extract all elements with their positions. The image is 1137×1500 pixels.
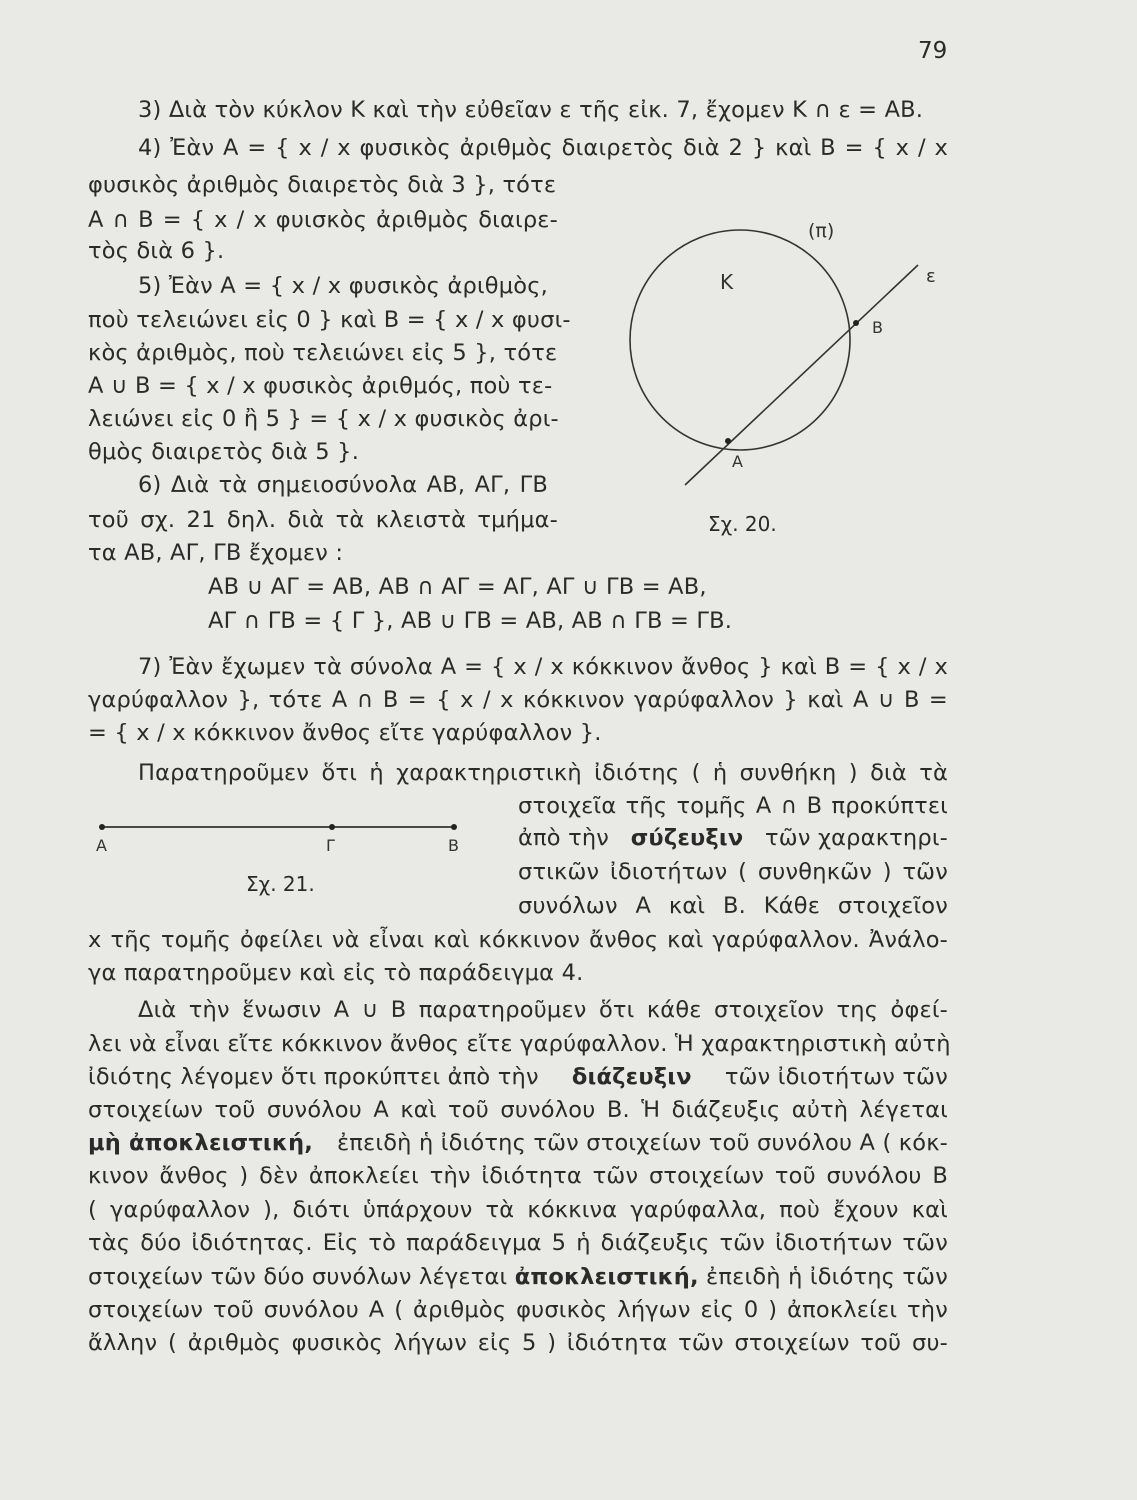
text-line: στοιχείων τοῦ συνόλου Α ( ἀριθμὸς φυσικὸς λήγων εἰς 0 ) ἀποκλείει τὴν [88,1297,948,1323]
text-line: 5) Ἐὰν Α = { x / x φυσικὸς ἀριθμὸς, [138,273,548,299]
formula-line: ΑΒ ∪ ΑΓ = ΑΒ, ΑΒ ∩ ΑΓ = ΑΓ, ΑΓ ∪ ΓΒ = ΑΒ, [208,574,707,600]
text-line: ἄλλην ( ἀριθμὸς φυσικὸς λήγων εἰς 5 ) ἰδιότητα τῶν στοιχείων τοῦ συ- [88,1330,948,1356]
text-fragment: ἐπειδὴ ἡ ἰδιότης τῶν στοιχείων τοῦ συνόλου Α ( κόκ- [336,1130,948,1156]
point-b [451,824,457,830]
text-line [88,1062,948,1092]
text-fragment: ἀπὸ τὴν [518,825,610,851]
text-line [88,1128,948,1158]
text-line: κὸς ἀριθμὸς, ποὺ τελειώνει εἰς 5 }, τότε [88,340,558,366]
text-line: x τῆς τομῆς ὀφείλει νὰ εἶναι καὶ κόκκινον ἄνθος καὶ γαρύφαλλον. Ἀνάλο- [88,927,948,953]
label-k: Κ [720,270,734,294]
label-pi: (π) [808,220,835,242]
text-fragment: τῶν ἰδιοτήτων τῶν [724,1064,948,1090]
label-epsilon: ε [926,266,936,287]
bold-term: σύζευξιν [630,825,744,851]
text-line: λειώνει εἰς 0 ἢ 5 } = { x / x φυσικὸς ἀρι- [88,406,559,432]
text-line [518,823,948,853]
text-line: 4) Ἐὰν Α = { x / x φυσικὸς ἀριθμὸς διαιρετὸς διὰ 2 } καὶ Β = { x / x [138,135,948,161]
circle-k [630,230,850,450]
text-line: κινον ἄνθος ) δὲν ἀποκλείει τὴν ἰδιότητα τῶν στοιχείων τοῦ συνόλου Β [88,1163,948,1189]
text-line: = { x / x κόκκινον ἄνθος εἴτε γαρύφαλλον }. [88,720,602,746]
text-line: τὰς δύο ἰδιότητας. Εἰς τὸ παράδειγμα 5 ἡ διάζευξις τῶν ἰδιοτήτων τῶν [88,1230,948,1256]
text-line: στοιχείων τοῦ συνόλου Α καὶ τοῦ συνόλου Β. Ἡ διάζευξις αὐτὴ λέγεται [88,1097,948,1123]
bold-term: διάζευξιν [571,1064,692,1090]
line-epsilon [685,265,918,485]
figure-20-caption: Σχ. 20. [708,512,777,536]
text-line: τα ΑΒ, ΑΓ, ΓΒ ἔχομεν : [88,540,344,566]
figure-21-diagram [96,812,466,842]
text-line: θμὸς διαιρετὸς διὰ 5 }. [88,439,360,465]
text-line: Α ∪ Β = { x / x φυσικὸς ἀριθμός, ποὺ τε- [88,373,553,399]
text-fragment: στοιχείων τῶν δύο συνόλων λέγεται [88,1264,508,1290]
page-number: 79 [918,38,948,64]
label-a: Α [732,452,743,471]
text-line: φυσικὸς ἀριθμὸς διαιρετὸς διὰ 3 }, τότε [88,172,557,198]
text-line: γαρύφαλλον }, τότε Α ∩ Β = { x / x κόκκινον γαρύφαλλον } καὶ Α ∪ Β = [88,687,948,713]
point-a [725,438,731,444]
text-fragment: ἐπειδὴ ἡ ἰδιότης τῶν [706,1264,948,1290]
bold-term: ἀποκλειστική, [514,1264,699,1290]
text-line: ( γαρύφαλλον ), διότι ὑπάρχουν τὰ κόκκινα γαρύφαλλα, ποὺ ἔχουν καὶ [88,1197,948,1223]
figure-21-caption: Σχ. 21. [246,872,315,896]
text-line: Διὰ τὴν ἕνωσιν Α ∪ Β παρατηροῦμεν ὅτι κάθε στοιχεῖον της ὀφεί- [138,997,948,1023]
text-line: 6) Διὰ τὰ σημειοσύνολα ΑΒ, ΑΓ, ΓΒ [138,472,548,498]
point-g [329,824,335,830]
text-line: Α ∩ Β = { x / x φυισκὸς ἀριθμὸς διαιρε- [88,207,558,233]
text-line: γα παρατηροῦμεν καὶ εἰς τὸ παράδειγμα 4. [88,960,584,986]
text-line: 3) Διὰ τὸν κύκλον Κ καὶ τὴν εὐθεῖαν ε τῆς εἰκ. 7, ἔχομεν Κ ∩ ε = ΑΒ. [138,97,924,123]
text-line: στοιχεῖα τῆς τομῆς Α ∩ Β προκύπτει [518,793,948,819]
point-b [853,320,859,326]
label-g: Γ [326,836,335,855]
figure-20-diagram [600,200,960,520]
label-b: Β [448,836,459,855]
text-fragment: ἰδιότης λέγομεν ὅτι προκύπτει ἀπὸ τὴν [88,1064,539,1090]
text-line: τοῦ σχ. 21 δηλ. διὰ τὰ κλειστὰ τμήμα- [88,507,558,533]
label-b: Β [872,318,883,337]
formula-line: ΑΓ ∩ ΓΒ = { Γ }, ΑΒ ∪ ΓΒ = ΑΒ, ΑΒ ∩ ΓΒ = ΓΒ. [208,608,733,634]
text-line [88,1262,948,1292]
text-line: ποὺ τελειώνει εἰς 0 } καὶ Β = { x / x φυσι- [88,307,571,333]
text-line: λει νὰ εἶναι εἴτε κόκκινον ἄνθος εἴτε γαρύφαλλον. Ἡ χαρακτηριστικὴ αὐτὴ [88,1031,951,1057]
text-line: 7) Ἐὰν ἔχωμεν τὰ σύνολα Α = { x / x κόκκινον ἄνθος } καὶ Β = { x / x [138,654,948,680]
text-line: συνόλων Α καὶ Β. Κάθε στοιχεῖον [518,893,948,919]
point-a [99,824,105,830]
text-line: τὸς διὰ 6 }. [88,238,225,264]
text-line: στικῶν ἰδιοτήτων ( συνθηκῶν ) τῶν [518,859,948,885]
label-a: Α [96,836,107,855]
text-line: Παρατηροῦμεν ὅτι ἡ χαρακτηριστικὴ ἰδιότης ( ἡ συνθήκη ) διὰ τὰ [138,760,948,786]
bold-term: μὴ ἀποκλειστική, [88,1130,314,1156]
text-fragment: τῶν χαρακτηρι- [765,825,948,851]
